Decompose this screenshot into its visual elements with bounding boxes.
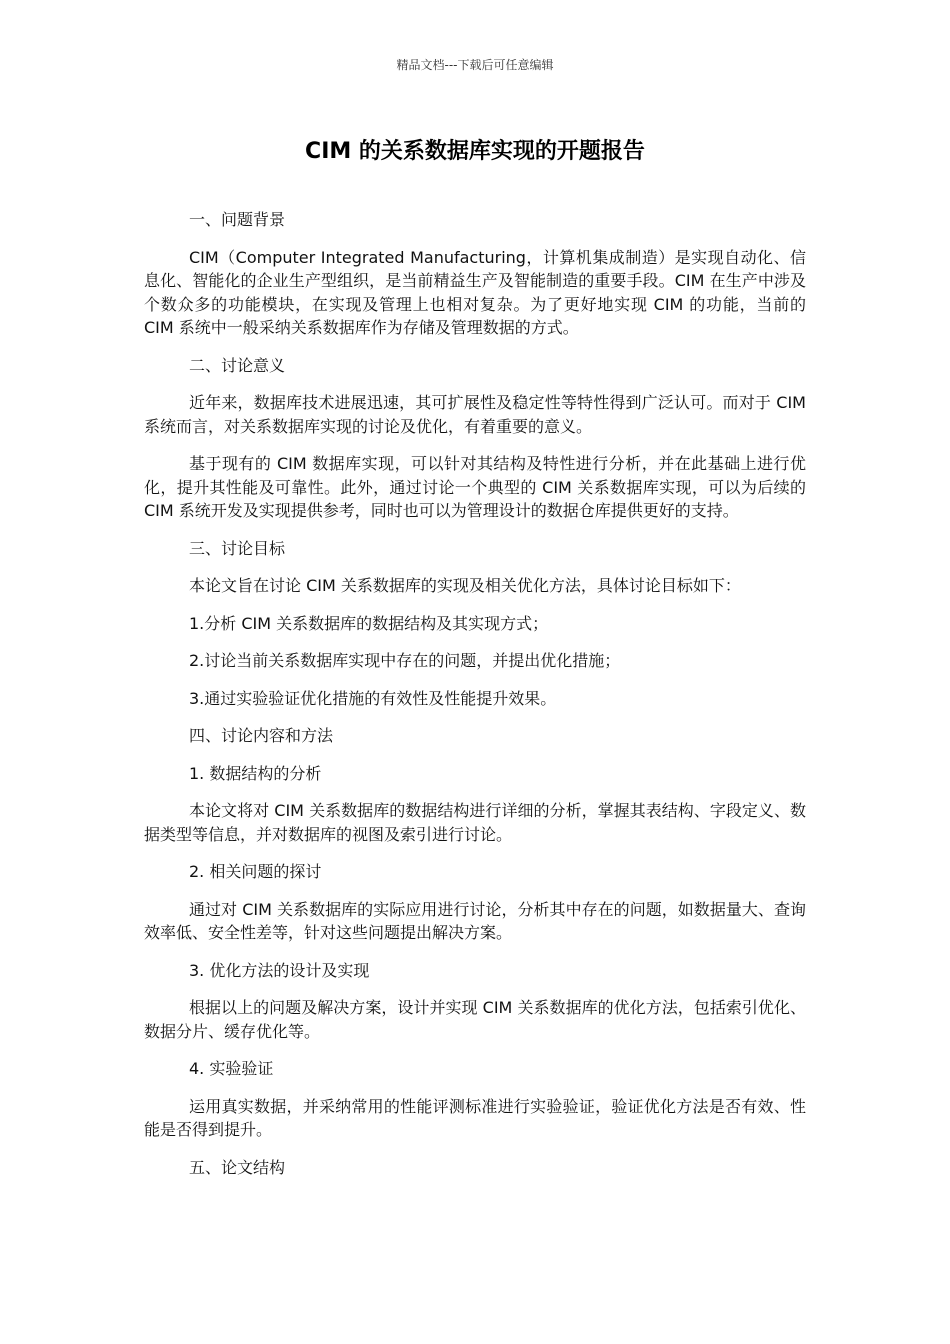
goal-item-1: 1.分析 CIM 关系数据库的数据结构及其实现方式； <box>189 613 549 633</box>
paragraph-optimization: 根据以上的问题及解决方案，设计并实现 CIM 关系数据库的优化方法，包括索引优化、数据分片、缓存优化等。 <box>144 998 806 1041</box>
paragraph-significance-1: 近年来，数据库技术进展迅速，其可扩展性及稳定性等特性得到广泛认可。而对于 CIM 系统而言，对关系数据库实现的讨论及优化，有着重要的意义。 <box>144 393 806 436</box>
subheading-experiment: 4. 实验验证 <box>189 1059 274 1078</box>
section-heading-methods: 四、讨论内容和方法 <box>189 726 334 745</box>
subheading-problems: 2. 相关问题的探讨 <box>189 862 322 881</box>
paragraph-experiment: 运用真实数据，并采纳常用的性能评测标准进行实验验证，验证优化方法是否有效、性能是否得到提升。 <box>144 1096 806 1139</box>
section-heading-structure: 五、论文结构 <box>189 1157 286 1177</box>
subheading-data-structure: 1. 数据结构的分析 <box>189 763 322 783</box>
paragraph-significance-2: 基于现有的 CIM 数据库实现，可以针对其结构及特性进行分析，并在此基础上进行优化，提升其性能及可靠性。此外，通过讨论一个典型的 CIM 关系数据库实现，可以为后续的 CIM 系统开发及实现提供参考，同时也可以为管理设计的数据仓库提供更好的支持。 <box>144 454 806 520</box>
paragraph-data-structure: 本论文将对 CIM 关系数据库的数据结构进行详细的分析，掌握其表结构、字段定义、数据类型等信息，并对数据库的视图及索引进行讨论。 <box>144 801 806 844</box>
page-header: 精品文档---下载后可任意编辑 <box>396 58 554 72</box>
paragraph-goals-intro: 本论文旨在讨论 CIM 关系数据库的实现及相关优化方法，具体讨论目标如下： <box>189 576 741 595</box>
goal-item-2: 2.讨论当前关系数据库实现中存在的问题，并提出优化措施； <box>189 651 621 670</box>
section-heading-significance: 二、讨论意义 <box>189 355 286 375</box>
subheading-optimization: 3. 优化方法的设计及实现 <box>189 960 370 980</box>
section-heading-goals: 三、讨论目标 <box>189 538 286 558</box>
paragraph-background: CIM（Computer Integrated Manufacturing，计算机集成制造）是实现自动化、信息化、智能化的企业生产型组织，是当前精益生产及智能制造的重要手段。CIM 在生产中涉及个数众多的功能模块，在实现及管理上也相对复杂。为了更好地实现 CIM 的功能，当前的 CIM 系统中一般采纳关系数据库作为存储及管理数据的方式。 <box>144 247 806 337</box>
goal-item-3: 3.通过实验验证优化措施的有效性及性能提升效果。 <box>189 688 557 708</box>
document-body <box>144 208 806 1193</box>
section-heading-background: 一、问题背景 <box>189 210 286 229</box>
paragraph-problems: 通过对 CIM 关系数据库的实际应用进行讨论，分析其中存在的问题，如数据量大、查询效率低、安全性差等，针对这些问题提出解决方案。 <box>144 899 806 942</box>
document-title: CIM 的关系数据库实现的开题报告 <box>305 139 645 164</box>
